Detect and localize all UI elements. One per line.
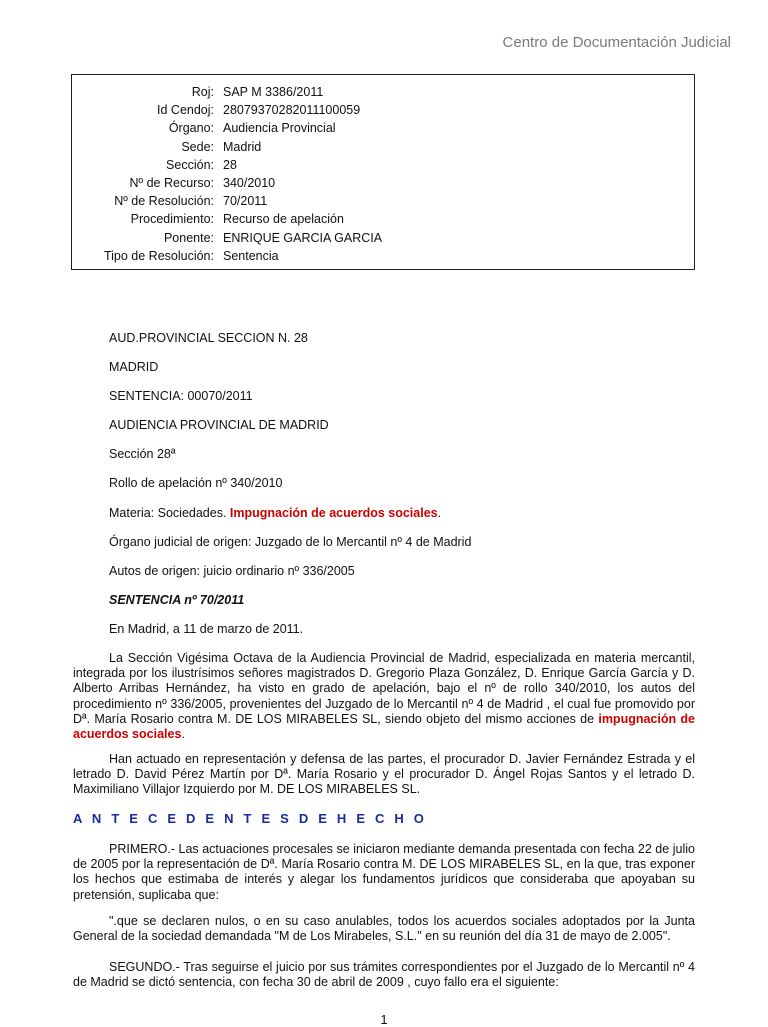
metadata-row [72, 229, 694, 247]
paragraph-quote: ".que se declaren nulos, o en su caso anulables, todos los acuerdos sociales adoptados por la Junta General de la sociedad demandada "M de Los Mirabeles, S.L." en su reunión del día 31 de mayo de 2.005". [73, 914, 695, 944]
metadata-label: Tipo de Resolución: [103, 248, 214, 263]
metadata-row [72, 210, 694, 228]
paragraph-segundo: SEGUNDO.- Tras seguirse el juicio por sus trámites correspondientes por el Juzgado de lo Mercantil nº 4 de Madrid se dictó sentencia, con fecha 30 de abril de 2009 , cuyo fallo era el siguiente: [73, 960, 695, 990]
section-line: Sección 28ª [109, 447, 176, 461]
origin-autos-line: Autos de origen: juicio ordinario nº 336/2005 [109, 564, 355, 578]
header-title: Centro de Documentación Judicial [502, 34, 731, 51]
metadata-row [72, 247, 694, 265]
materia-line [109, 506, 441, 521]
metadata-label: Órgano: [168, 121, 214, 136]
section-heading: A N T E C E D E N T E S D E H E C H O [73, 811, 428, 826]
metadata-box [71, 74, 695, 270]
materia-suffix: . [437, 506, 442, 520]
paragraph-intro-text: La Sección Vigésima Octava de la Audiencia Provincial de Madrid, especializada en materia mercantil, integrada por los ilustrísimos señores magistrados D. Gregorio Plaza González, D. Enrique García García y D. Alberto Arribas Hernández, ha visto en grado de apelación, bajo el nº de rollo 340/2010, los autos del procedimiento nº 336/2005, provenientes del Juzgado de lo Mercantil nº 4 de Madrid , el cual fue promovido por Dª. María Rosario contra M. DE LOS MIRABELES SL, siendo objeto del mismo acciones de [73, 651, 695, 726]
metadata-row [72, 83, 694, 101]
metadata-label: Ponente: [163, 230, 214, 245]
city-line: MADRID [109, 360, 159, 374]
metadata-value: Sentencia [223, 248, 279, 263]
paragraph-primero: PRIMERO.- Las actuaciones procesales se iniciaron mediante demanda presentada con fecha 22 de julio de 2005 por la representación de Dª. María Rosario contra M. DE LOS MIRABELES SL, en la que, tras exponer los hechos que estimaba de interés y alegar los fundamentos jurídicos que consideraba que apoyaban su pretensión, suplicaba que: [73, 842, 695, 902]
metadata-label: Sección: [166, 157, 214, 172]
metadata-row [72, 138, 694, 156]
court-section-line: AUD.PROVINCIAL SECCION N. 28 [109, 331, 308, 345]
sentencia-number-line: SENTENCIA: 00070/2011 [109, 389, 253, 403]
court-name-line: AUDIENCIA PROVINCIAL DE MADRID [109, 418, 329, 432]
metadata-value: Recurso de apelación [223, 212, 344, 227]
paragraph-representation: Han actuado en representación y defensa de las partes, el procurador D. Javier Fernández Estrada y el letrado D. David Pérez Martín por Dª. María Rosario y el procurador D. Ángel Rojas Santos y el letrado D. Maximiliano Villajor Izquierdo por M. DE LOS MIRABELES SL. [73, 752, 695, 797]
metadata-row [72, 101, 694, 119]
metadata-value: SAP M 3386/2011 [223, 85, 324, 99]
materia-highlight-link[interactable]: Impugnación de acuerdos sociales [229, 506, 438, 520]
page-number: 1 [380, 1012, 388, 1027]
metadata-value: 340/2010 [223, 176, 276, 190]
metadata-row [72, 119, 694, 137]
metadata-label: Nº de Recurso: [129, 176, 214, 190]
metadata-row [72, 174, 694, 192]
metadata-value: Madrid [223, 139, 262, 154]
metadata-row [72, 156, 694, 174]
date-line: En Madrid, a 11 de marzo de 2011. [109, 622, 304, 636]
metadata-label: Roj: [191, 85, 214, 99]
paragraph-intro-highlight-link[interactable]: impugnación de acuerdos sociales [73, 711, 695, 742]
paragraph-intro-suffix: . [181, 727, 185, 742]
materia-prefix: Materia: Sociedades. [109, 506, 230, 520]
metadata-value: Audiencia Provincial [223, 121, 336, 136]
metadata-row [72, 192, 694, 210]
metadata-value: 28 [223, 157, 237, 172]
rollo-line: Rollo de apelación nº 340/2010 [109, 476, 283, 490]
metadata-value: 28079370282011100059 [223, 103, 361, 118]
metadata-value: 70/2011 [223, 194, 268, 209]
metadata-label: Nº de Resolución: [114, 194, 214, 209]
metadata-label: Sede: [181, 139, 214, 154]
sentencia-title: SENTENCIA nº 70/2011 [109, 593, 245, 607]
metadata-label: Id Cendoj: [157, 103, 214, 118]
metadata-label: Procedimiento: [130, 212, 214, 227]
paragraph-intro [73, 651, 695, 742]
origin-court-line: Órgano judicial de origen: Juzgado de lo Mercantil nº 4 de Madrid [109, 535, 472, 549]
metadata-value: ENRIQUE GARCIA GARCIA [223, 230, 383, 245]
